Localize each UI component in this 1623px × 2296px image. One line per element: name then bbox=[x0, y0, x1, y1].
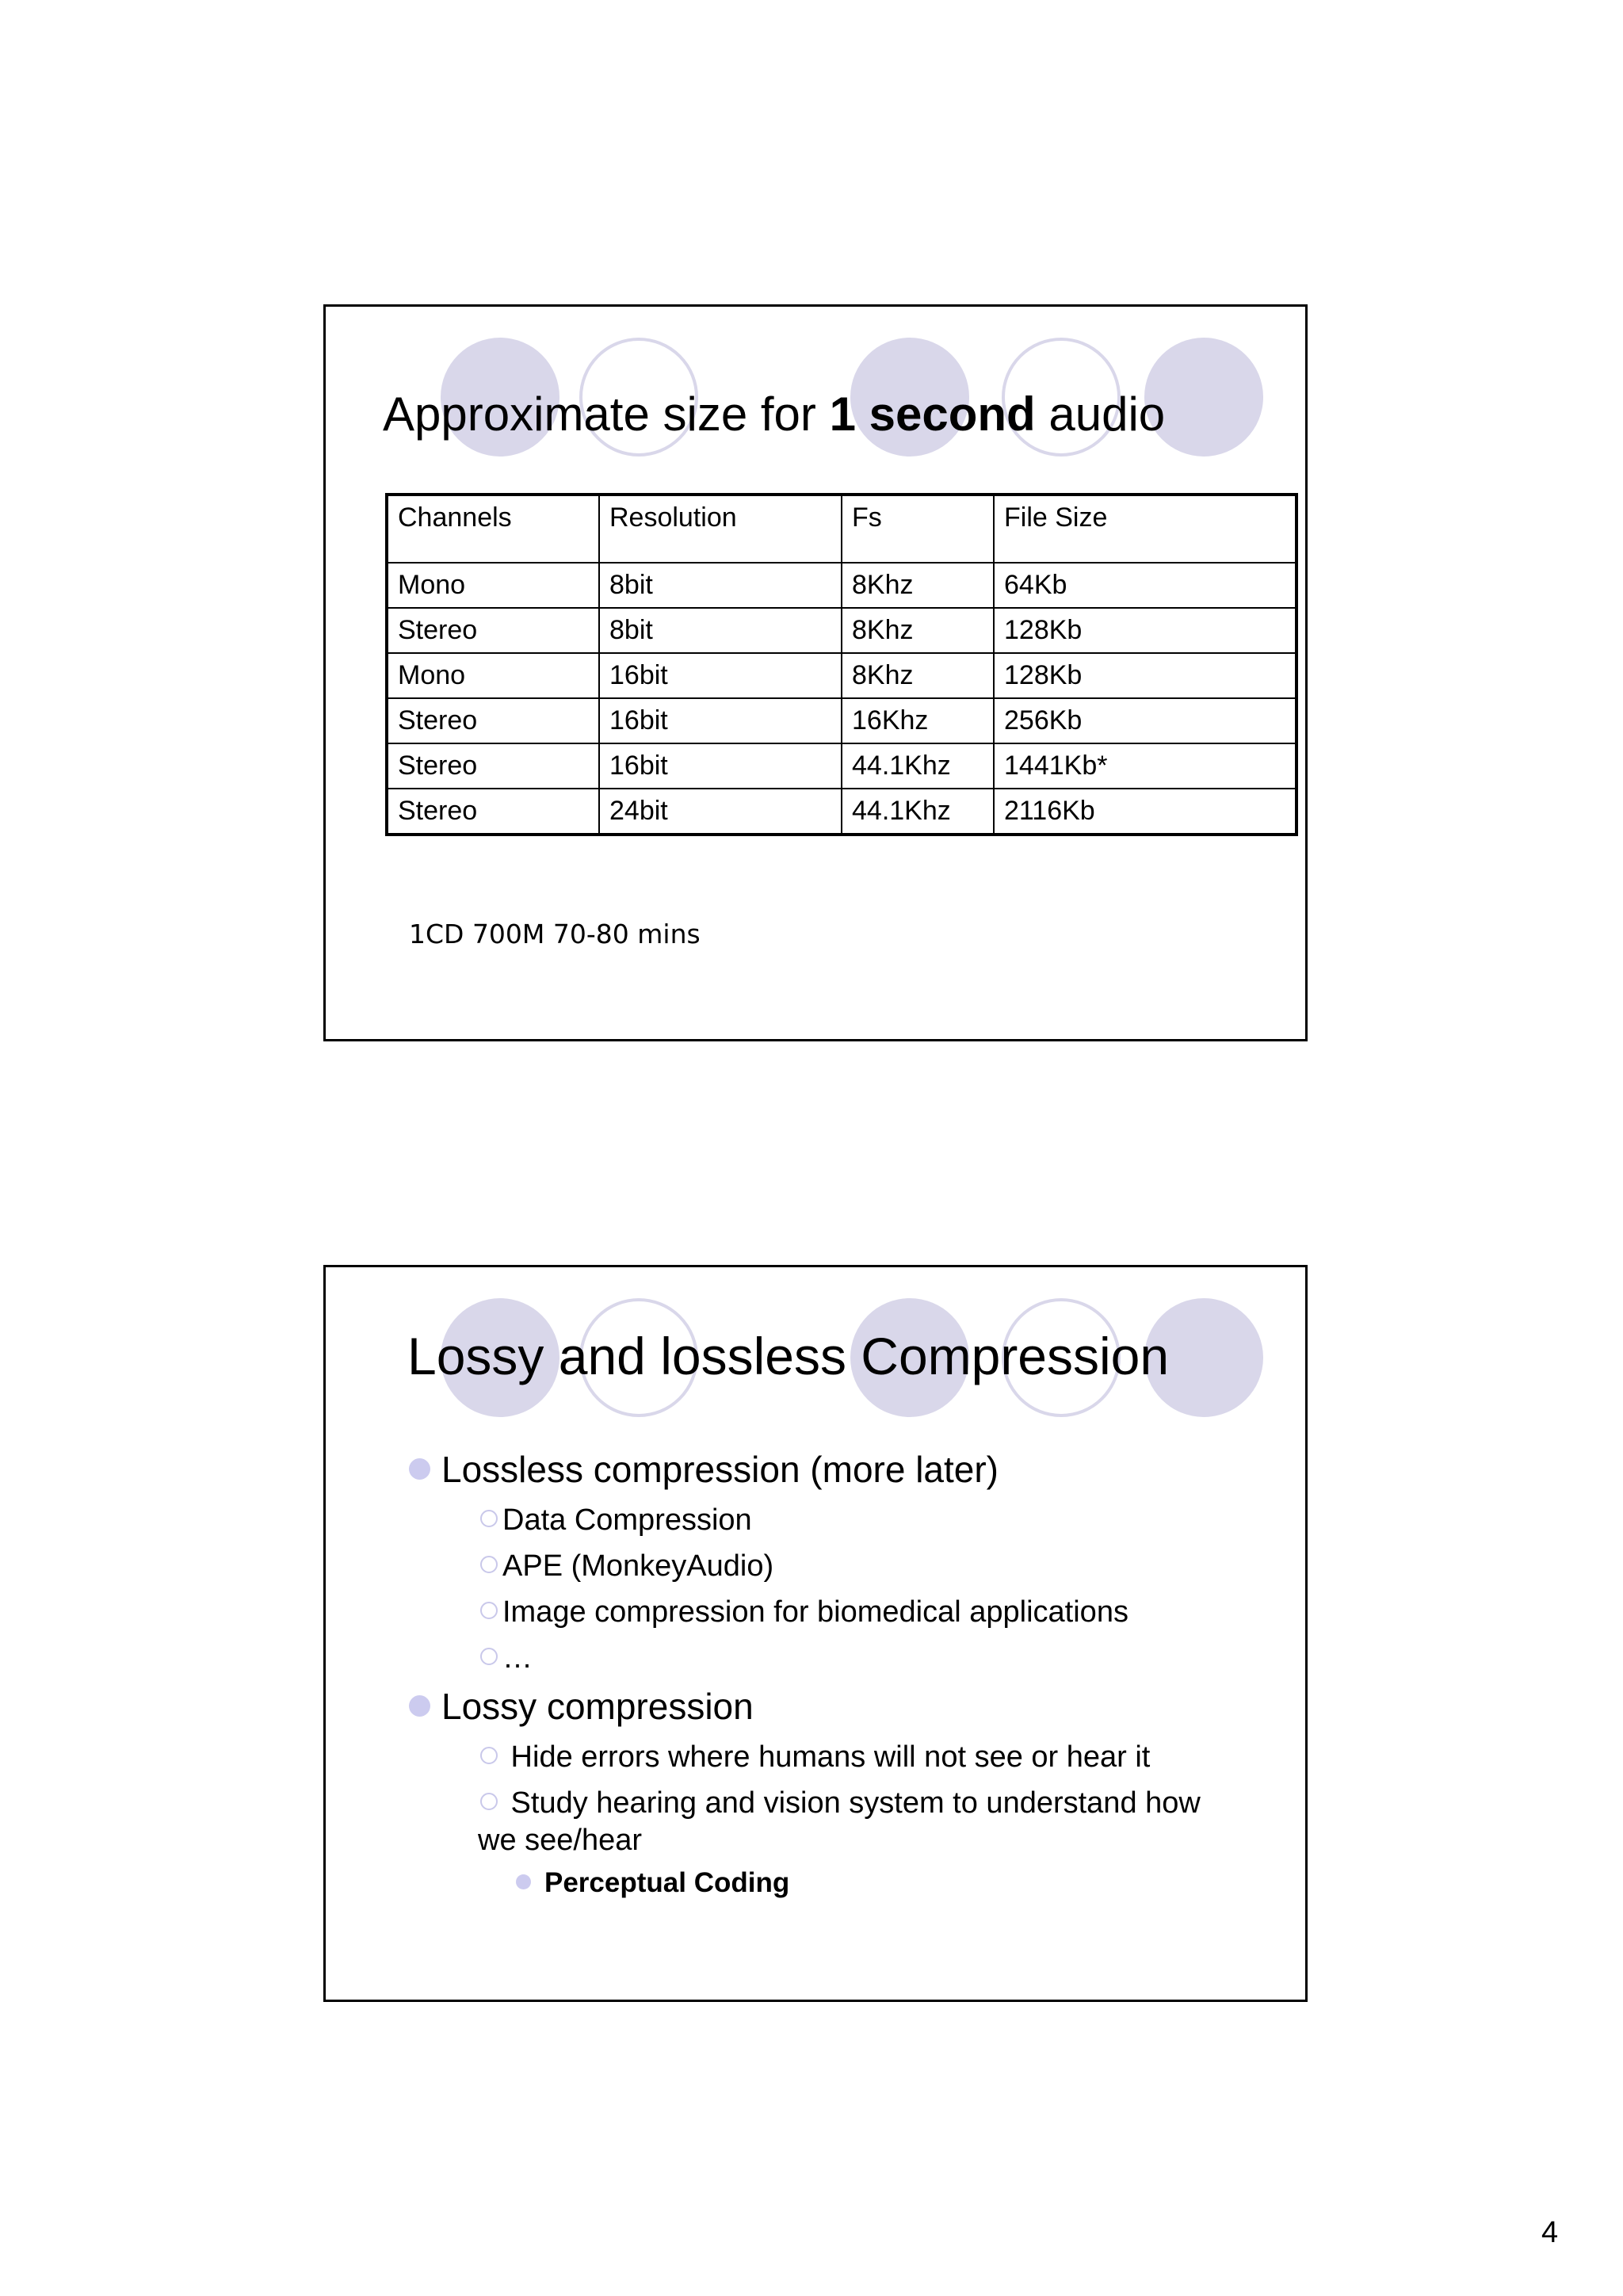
cell-channels: Stereo bbox=[387, 743, 599, 789]
table-header-row bbox=[387, 495, 1296, 563]
bullet-dot-icon bbox=[409, 1695, 430, 1717]
title-bold: 1 second bbox=[829, 388, 1036, 441]
bullet-ring-icon bbox=[480, 1648, 498, 1665]
bullet-ring-icon bbox=[480, 1747, 498, 1764]
table-row bbox=[387, 698, 1296, 743]
cell-channels: Stereo bbox=[387, 608, 599, 653]
bullet-text: … bbox=[502, 1641, 533, 1675]
bullet-level2 bbox=[480, 1503, 752, 1539]
cell-fs: 16Khz bbox=[842, 698, 994, 743]
slide-title: Lossy and lossless Compression bbox=[407, 1327, 1170, 1385]
bullet-ring-icon bbox=[480, 1556, 498, 1573]
cell-resolution: 8bit bbox=[599, 608, 842, 653]
bullet-text: Study hearing and vision system to understand how bbox=[502, 1786, 1201, 1820]
bullet-continuation: we see/hear bbox=[478, 1824, 643, 1857]
bullet-text: APE (MonkeyAudio) bbox=[502, 1549, 774, 1583]
header-channels: Channels bbox=[387, 495, 599, 563]
cell-fs: 44.1Khz bbox=[842, 743, 994, 789]
cell-fs: 44.1Khz bbox=[842, 789, 994, 835]
bullet-level2 bbox=[480, 1549, 773, 1585]
cell-file-size: 256Kb bbox=[994, 698, 1296, 743]
header-fs: Fs bbox=[842, 495, 994, 563]
cell-fs: 8Khz bbox=[842, 608, 994, 653]
table-row bbox=[387, 563, 1296, 608]
table-row bbox=[387, 789, 1296, 835]
cell-resolution: 16bit bbox=[599, 653, 842, 698]
bullet-level2 bbox=[480, 1786, 1201, 1822]
header-file-size: File Size bbox=[994, 495, 1296, 563]
bullet-level1 bbox=[409, 1448, 999, 1492]
bullet-dot-icon bbox=[409, 1458, 430, 1480]
bullet-level3 bbox=[516, 1866, 789, 1900]
bullet-text: Data Compression bbox=[502, 1503, 752, 1537]
table-row bbox=[387, 743, 1296, 789]
bullet-text: Perceptual Coding bbox=[544, 1867, 790, 1898]
cell-resolution: 16bit bbox=[599, 698, 842, 743]
cell-resolution: 16bit bbox=[599, 743, 842, 789]
cell-resolution: 8bit bbox=[599, 563, 842, 608]
cell-fs: 8Khz bbox=[842, 653, 994, 698]
table-row bbox=[387, 608, 1296, 653]
bullet-ring-icon bbox=[480, 1793, 498, 1810]
cell-channels: Stereo bbox=[387, 698, 599, 743]
cell-file-size: 128Kb bbox=[994, 608, 1296, 653]
bullet-text: Hide errors where humans will not see or hear it bbox=[502, 1740, 1151, 1774]
bullet-level1 bbox=[409, 1685, 754, 1729]
bullet-dot-icon bbox=[516, 1874, 531, 1889]
bullet-text: Image compression for biomedical applications bbox=[502, 1595, 1128, 1629]
slide-compression bbox=[323, 1265, 1308, 2002]
bullet-text: Lossy compression bbox=[441, 1686, 754, 1727]
cell-resolution: 24bit bbox=[599, 789, 842, 835]
bullet-level2 bbox=[480, 1740, 1150, 1776]
title-suffix: audio bbox=[1035, 388, 1166, 441]
slide-audio-size bbox=[323, 304, 1308, 1041]
cell-file-size: 2116Kb bbox=[994, 789, 1296, 835]
table-row bbox=[387, 653, 1296, 698]
cell-channels: Mono bbox=[387, 653, 599, 698]
cell-file-size: 64Kb bbox=[994, 563, 1296, 608]
slide-title bbox=[383, 388, 1166, 441]
cell-fs: 8Khz bbox=[842, 563, 994, 608]
bullet-level2 bbox=[480, 1641, 533, 1677]
bullet-text: Lossless compression (more later) bbox=[441, 1449, 999, 1490]
audio-size-table bbox=[385, 493, 1298, 836]
cell-file-size: 1441Kb* bbox=[994, 743, 1296, 789]
page-number: 4 bbox=[1541, 2216, 1559, 2249]
cell-file-size: 128Kb bbox=[994, 653, 1296, 698]
cell-channels: Mono bbox=[387, 563, 599, 608]
title-prefix: Approximate size for bbox=[383, 388, 830, 441]
cell-channels: Stereo bbox=[387, 789, 599, 835]
bullet-ring-icon bbox=[480, 1602, 498, 1619]
bullet-level2 bbox=[480, 1595, 1128, 1631]
cd-capacity-note: 1CD 700M 70-80 mins bbox=[409, 919, 701, 949]
bullet-ring-icon bbox=[480, 1510, 498, 1527]
header-resolution: Resolution bbox=[599, 495, 842, 563]
